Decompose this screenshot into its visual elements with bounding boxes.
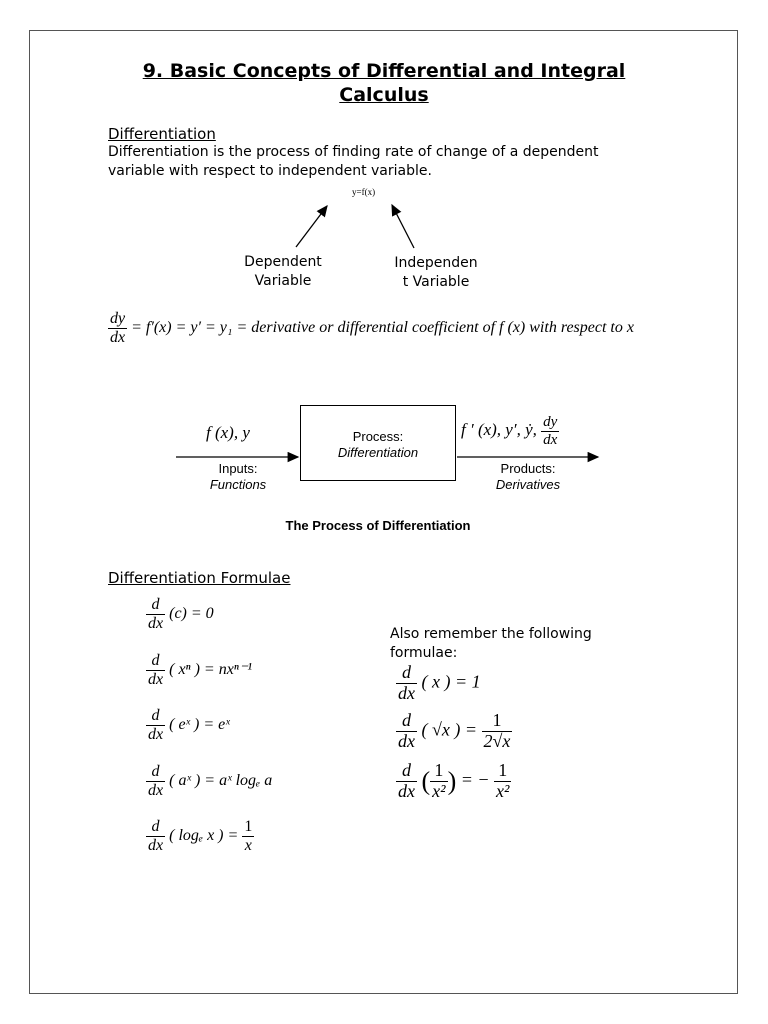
formula-logarithm: $\frac{d}{dx}$ ( logₑ x ) = $\frac{1}{x}$ bbox=[148, 818, 253, 854]
formula-reciprocal: $\frac{d}{dx}$ ( $\frac{1}{\text{x²}}$ ) = − $\frac{1}{\text{x²}}$ bbox=[398, 760, 510, 801]
products-label bbox=[473, 461, 583, 493]
formula-power: $\frac{d}{dx}$ ( xⁿ ) = nxⁿ⁻¹ bbox=[148, 652, 253, 688]
process-box-label bbox=[300, 429, 456, 461]
independent-label bbox=[381, 254, 491, 292]
products-label-line2: Derivatives bbox=[495, 477, 561, 492]
section-heading-formulae: Differentiation Formulae bbox=[108, 569, 291, 587]
formula-sqrt: $\frac{d}{dx}$ ( √x ) = $\frac{1}{2√x}$ bbox=[398, 710, 511, 751]
inputs-label bbox=[186, 461, 290, 493]
paragraph-line2: variable with respect to independent variable. bbox=[108, 163, 432, 179]
process-box-line1: Process: bbox=[352, 429, 404, 444]
derivative-equation: $\frac{dy}{dx}$ = f′(x) = y′ = y₁ = derivative or differential coefficient of f (x) with respect to x bbox=[110, 310, 634, 346]
independent-label-line2: t Variable bbox=[402, 274, 470, 290]
dependent-arrow bbox=[296, 206, 327, 247]
products-label-line1: Products: bbox=[500, 461, 556, 476]
output-function: f ′ (x), y′, ẏ, $\frac{dy}{dx}$ bbox=[461, 414, 558, 448]
page-title: 9. Basic Concepts of Differential and Integral bbox=[142, 60, 626, 82]
inputs-label-line2: Functions bbox=[209, 477, 267, 492]
formula-general-exponential: $\frac{d}{dx}$ ( aˣ ) = aˣ logₑ a bbox=[148, 763, 273, 799]
independent-label-line1: Independen bbox=[394, 255, 478, 271]
process-box-line2: Differentiation bbox=[337, 445, 419, 460]
also-remember-line2: formulae: bbox=[390, 645, 458, 661]
dependent-label-line2: Variable bbox=[254, 273, 312, 289]
formula-constant: $\frac{d}{dx}$ (c) = 0 bbox=[148, 596, 214, 632]
figure-caption: The Process of Differentiation bbox=[285, 518, 471, 533]
page-title-line2: Calculus bbox=[339, 84, 429, 106]
independent-arrow bbox=[392, 205, 414, 248]
small-function-figure: y=f(x) bbox=[352, 187, 376, 197]
formula-identity: $\frac{d}{dx}$ ( x ) = 1 bbox=[398, 662, 481, 703]
input-function: f (x), y bbox=[206, 423, 250, 442]
paragraph-line1: Differentiation is the process of finding rate of change of a dependent bbox=[108, 144, 599, 160]
dependent-label-line1: Dependent bbox=[244, 254, 322, 270]
dependent-label bbox=[233, 253, 333, 291]
also-remember-line1: Also remember the following bbox=[390, 626, 592, 642]
section-heading-differentiation: Differentiation bbox=[108, 125, 216, 143]
inputs-label-line1: Inputs: bbox=[218, 461, 258, 476]
formula-exponential: $\frac{d}{dx}$ ( eˣ ) = eˣ bbox=[148, 707, 230, 743]
